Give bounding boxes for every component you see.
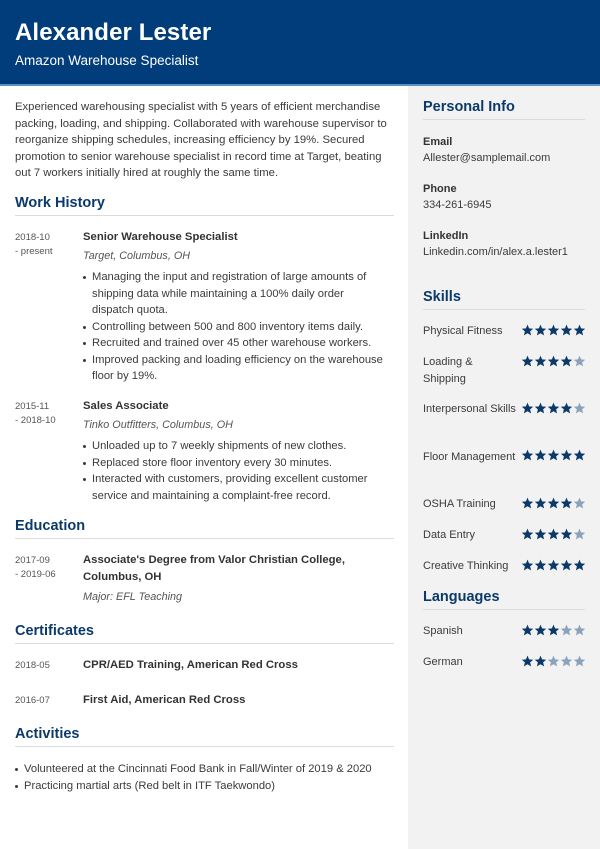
certificate-date: 2018-05 xyxy=(15,660,50,671)
section-title-languages: Languages xyxy=(423,589,500,605)
job-bullet: Replaced store floor inventory every 30 minutes. xyxy=(82,455,387,472)
job-bullet: Controlling between 500 and 800 inventory items daily. xyxy=(82,319,387,336)
language-name: Spanish xyxy=(423,625,463,637)
star-icon xyxy=(547,624,560,636)
star-icon xyxy=(547,324,560,336)
star-icon xyxy=(560,402,573,414)
job-bullets xyxy=(82,438,387,504)
skill-name: Creative Thinking xyxy=(423,560,509,572)
section-divider xyxy=(15,215,394,216)
skill-name: Floor Management xyxy=(423,451,516,463)
section-title-skills: Skills xyxy=(423,289,461,305)
certificate-date: 2016-07 xyxy=(15,695,50,706)
job-bullet: Unloaded up to 7 weekly shipments of new clothes. xyxy=(82,438,387,455)
star-icon xyxy=(521,324,534,336)
skill-rating xyxy=(521,355,586,367)
skill-name: Interpersonal Skills xyxy=(423,403,516,415)
star-icon xyxy=(521,528,534,540)
star-icon xyxy=(573,655,586,667)
job-bullet: Recruited and trained over 45 other warehouse workers. xyxy=(82,335,387,352)
job-company: Tinko Outfitters, Columbus, OH xyxy=(83,419,233,431)
star-icon xyxy=(521,402,534,414)
star-icon xyxy=(521,449,534,461)
language-rating xyxy=(521,624,586,636)
star-icon xyxy=(521,655,534,667)
skill-name: Loading & Shipping xyxy=(423,356,473,385)
star-icon xyxy=(573,402,586,414)
star-icon xyxy=(534,324,547,336)
job-company: Target, Columbus, OH xyxy=(83,250,191,262)
skill-rating xyxy=(521,402,586,414)
star-icon xyxy=(560,559,573,571)
star-icon xyxy=(573,497,586,509)
job-date-end: - 2018-10 xyxy=(15,415,56,426)
job-date-end: - present xyxy=(15,246,53,257)
education-date-end: - 2019-06 xyxy=(15,569,56,580)
job-bullet: Managing the input and registration of large amounts of shipping data while maintaining a 100% daily order dispatch quota. xyxy=(82,269,387,319)
star-icon xyxy=(560,355,573,367)
section-divider xyxy=(423,119,585,120)
section-title-certificates: Certificates xyxy=(15,623,94,639)
section-divider xyxy=(15,746,394,747)
skill-rating xyxy=(521,497,586,509)
job-bullet: Interacted with customers, providing excellent customer service and maintaining a complaint-free record. xyxy=(82,471,387,504)
skill-rating xyxy=(521,449,586,461)
star-icon xyxy=(534,624,547,636)
activity-item: Volunteered at the Cincinnati Food Bank in Fall/Winter of 2019 & 2020 xyxy=(14,761,394,778)
section-title-education: Education xyxy=(15,518,86,534)
star-icon xyxy=(547,355,560,367)
star-icon xyxy=(534,559,547,571)
education-major: Major: EFL Teaching xyxy=(83,591,183,603)
skill-name: Data Entry xyxy=(423,529,475,541)
star-icon xyxy=(547,449,560,461)
star-icon xyxy=(560,324,573,336)
star-icon xyxy=(521,559,534,571)
star-icon xyxy=(573,355,586,367)
linkedin-label: LinkedIn xyxy=(423,230,469,242)
star-icon xyxy=(560,449,573,461)
job-bullets xyxy=(82,269,387,385)
phone-label: Phone xyxy=(423,183,457,195)
star-icon xyxy=(573,449,586,461)
section-divider xyxy=(423,309,585,310)
star-icon xyxy=(547,497,560,509)
star-icon xyxy=(573,624,586,636)
linkedin-value[interactable]: Linkedin.com/in/alex.a.lester1 xyxy=(423,246,568,258)
star-icon xyxy=(560,624,573,636)
section-divider xyxy=(423,609,585,610)
star-icon xyxy=(560,497,573,509)
star-icon xyxy=(547,402,560,414)
skill-rating xyxy=(521,324,586,336)
skill-rating xyxy=(521,528,586,540)
star-icon xyxy=(560,528,573,540)
candidate-name: Alexander Lester xyxy=(15,19,212,46)
star-icon xyxy=(547,528,560,540)
star-icon xyxy=(534,655,547,667)
resume-header xyxy=(0,0,600,86)
section-title-work-history: Work History xyxy=(15,195,105,211)
skill-name: OSHA Training xyxy=(423,498,496,510)
star-icon xyxy=(573,559,586,571)
star-icon xyxy=(534,449,547,461)
phone-value: 334-261-6945 xyxy=(423,199,492,211)
star-icon xyxy=(521,355,534,367)
star-icon xyxy=(534,528,547,540)
certificate-name: First Aid, American Red Cross xyxy=(83,694,246,706)
job-title: Sales Associate xyxy=(83,400,169,412)
section-divider xyxy=(15,643,394,644)
email-value[interactable]: Allester@samplemail.com xyxy=(423,152,551,164)
language-name: German xyxy=(423,656,463,668)
job-date-start: 2018-10 xyxy=(15,232,50,243)
skill-rating xyxy=(521,559,586,571)
job-title: Senior Warehouse Specialist xyxy=(83,231,238,243)
skill-name: Physical Fitness xyxy=(423,325,503,337)
star-icon xyxy=(521,497,534,509)
star-icon xyxy=(560,655,573,667)
star-icon xyxy=(547,559,560,571)
language-rating xyxy=(521,655,586,667)
activities-list xyxy=(14,761,394,794)
section-divider xyxy=(15,538,394,539)
star-icon xyxy=(573,324,586,336)
star-icon xyxy=(534,402,547,414)
certificate-name: CPR/AED Training, American Red Cross xyxy=(83,659,298,671)
star-icon xyxy=(534,355,547,367)
star-icon xyxy=(573,528,586,540)
star-icon xyxy=(521,624,534,636)
activity-item: Practicing martial arts (Red belt in ITF Taekwondo) xyxy=(14,778,394,795)
star-icon xyxy=(534,497,547,509)
summary-paragraph: Experienced warehousing specialist with 5 years of efficient merchandise packing, loading, and shipping. Collaborated with warehouse supervisor to reorganize shipping schedules, increasing efficiency by 19%. Secured promotion to senior warehouse specialist in record time at Target, beating out 7 workers initially hired at roughly the same time. xyxy=(15,101,387,179)
education-date-start: 2017-09 xyxy=(15,555,50,566)
candidate-title: Amazon Warehouse Specialist xyxy=(15,53,199,68)
section-title-activities: Activities xyxy=(15,726,80,742)
star-icon xyxy=(547,655,560,667)
education-degree: Associate's Degree from Valor Christian College, Columbus, OH xyxy=(83,554,345,583)
job-date-start: 2015-11 xyxy=(15,401,50,412)
section-title-personal-info: Personal Info xyxy=(423,99,515,115)
job-bullet: Improved packing and loading efficiency on the warehouse floor by 19%. xyxy=(82,352,387,385)
email-label: Email xyxy=(423,136,453,148)
